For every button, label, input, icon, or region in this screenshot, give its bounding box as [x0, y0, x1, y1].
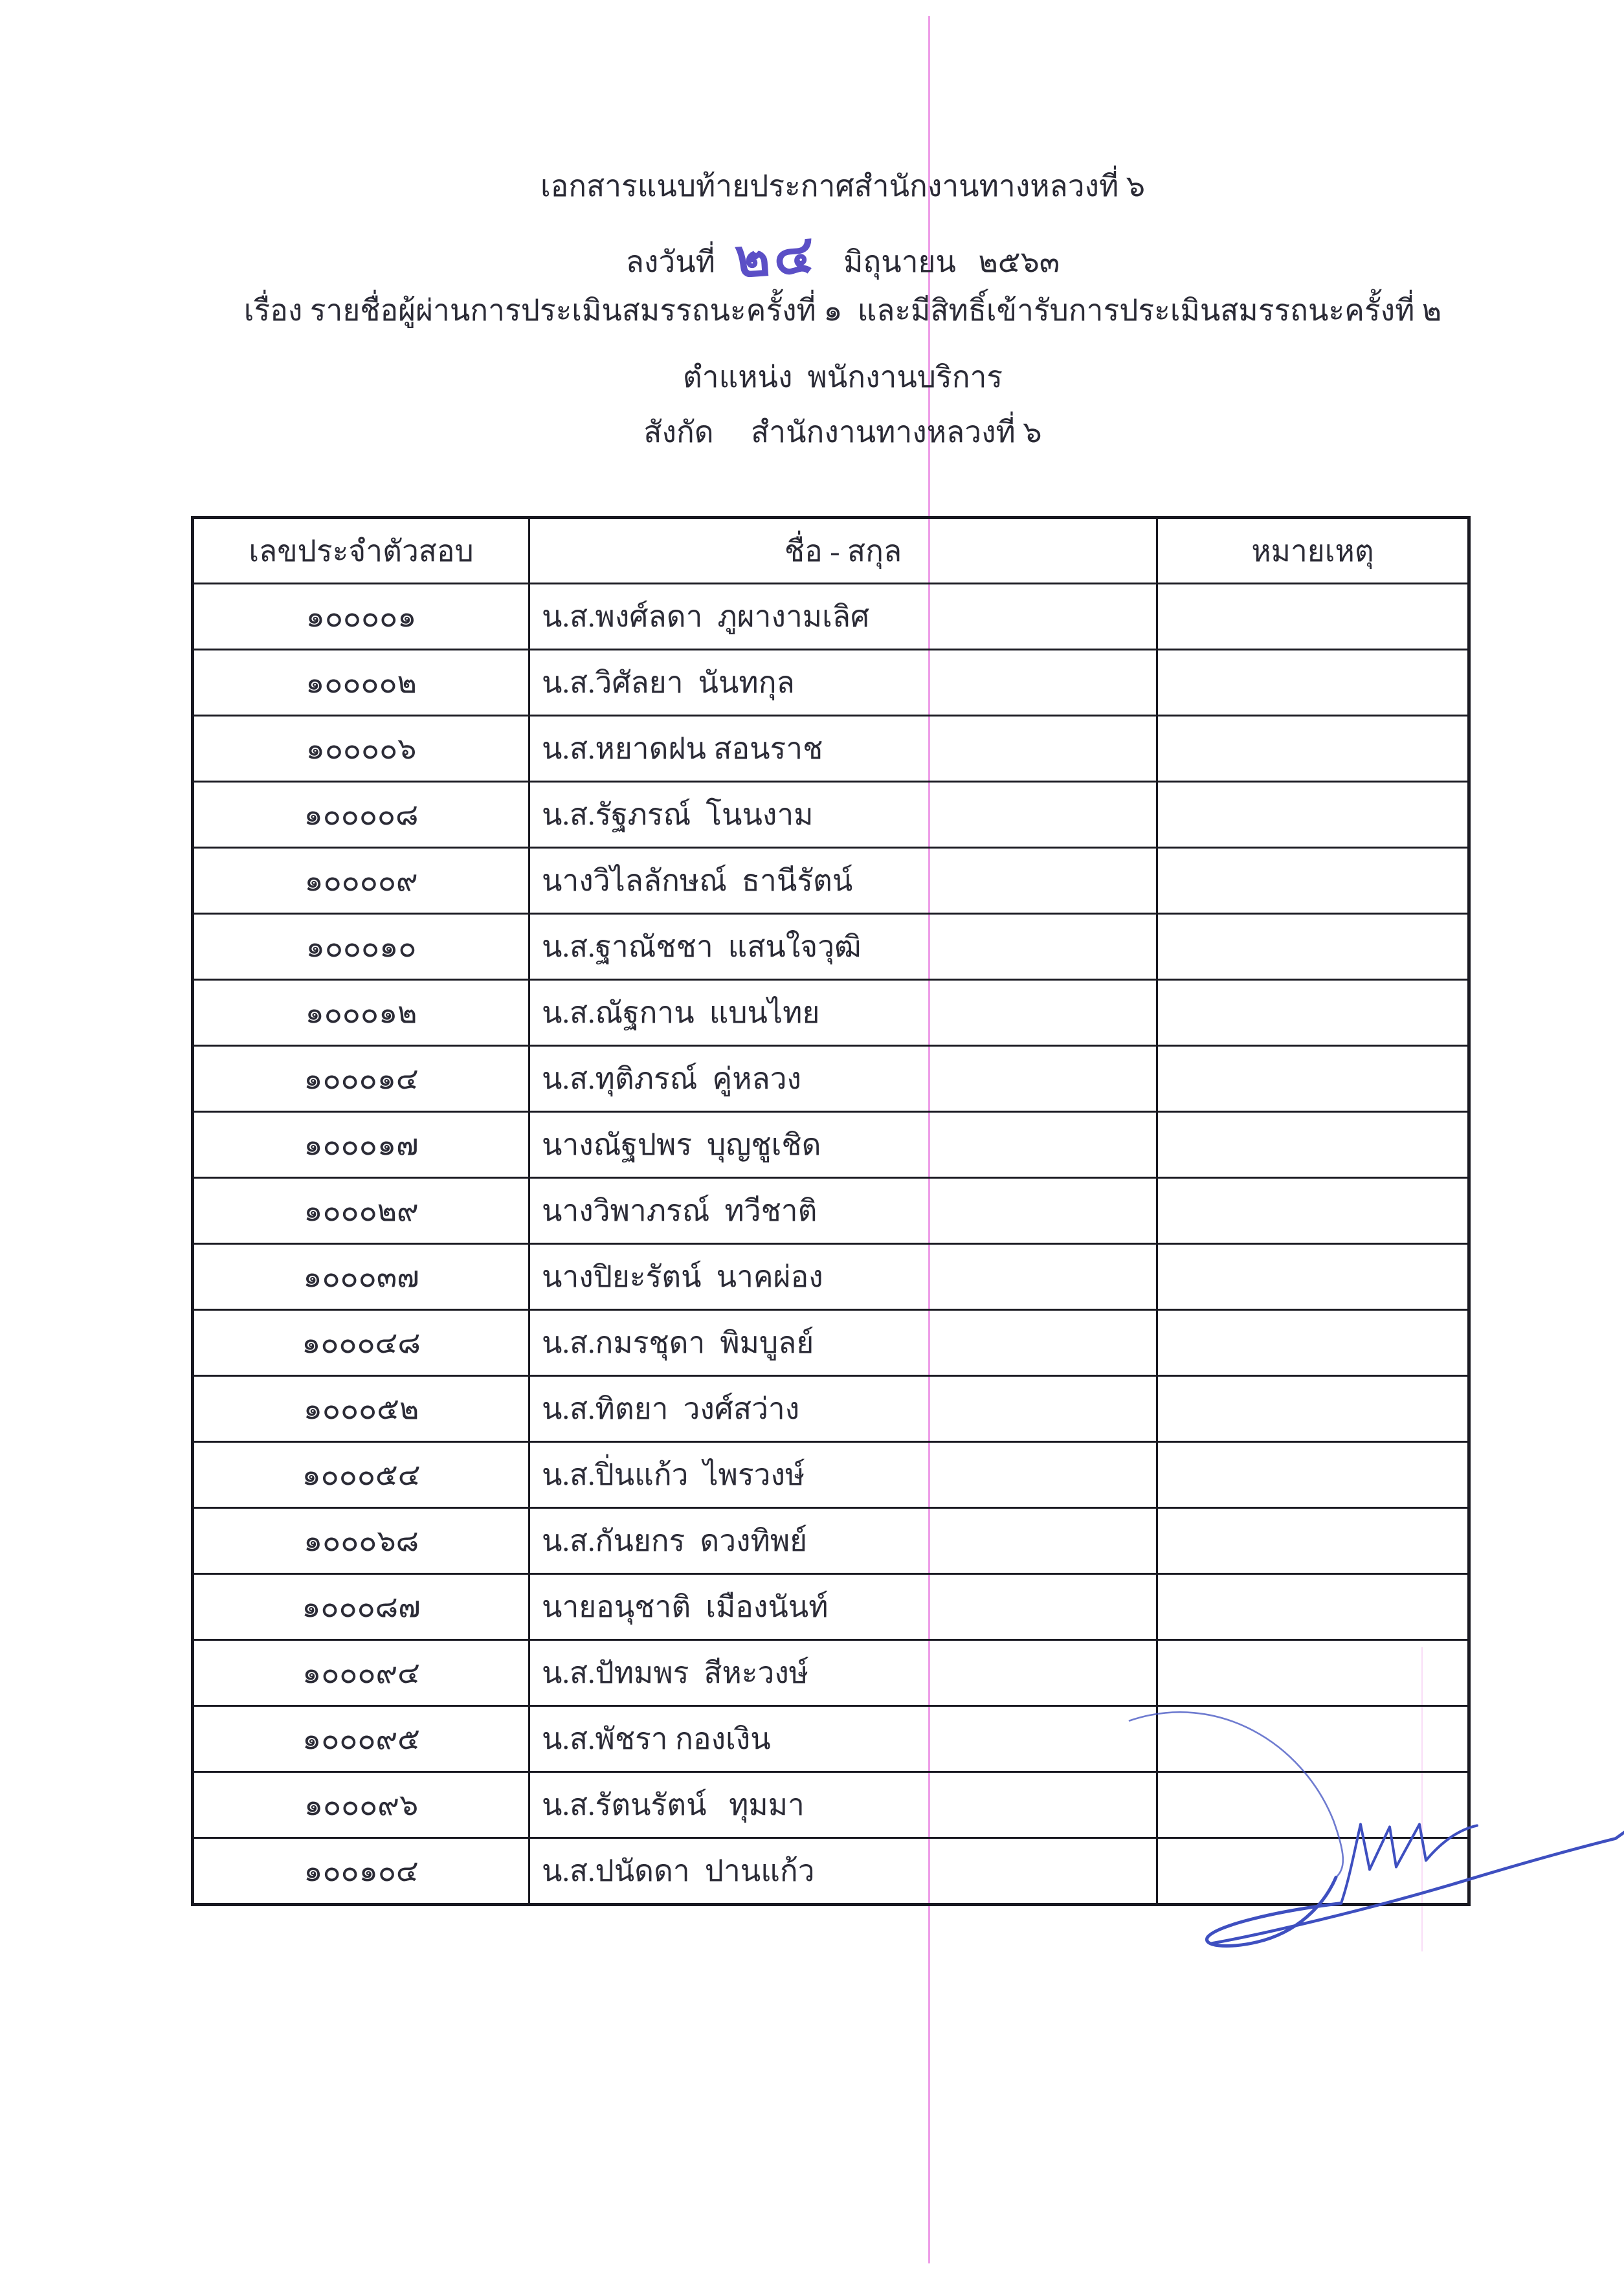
- name-cell: น.ส.ปนัดดา ปานแก้ว: [529, 1838, 1157, 1905]
- table-row: [193, 848, 1469, 914]
- remark-cell: [1157, 980, 1469, 1046]
- name-cell: นางวิไลลักษณ์ ธานีรัตน์: [529, 848, 1157, 914]
- exam-id-cell: ๑๐๐๐๓๗: [193, 1244, 529, 1310]
- remark-cell: [1157, 914, 1469, 980]
- exam-id-cell: ๑๐๐๐๒๙: [193, 1178, 529, 1244]
- header-row: [193, 518, 1469, 584]
- exam-id-cell: ๑๐๐๐๙๖: [193, 1772, 529, 1838]
- exam-id-cell: ๑๐๐๐๕๒: [193, 1376, 529, 1442]
- name-cell: นายอนุชาติ เมืองนันท์: [529, 1574, 1157, 1640]
- header-name: ชื่อ - สกุล: [529, 518, 1157, 584]
- name-cell: น.ส.พัชรา กองเงิน: [529, 1706, 1157, 1772]
- document-title: เอกสารแนบท้ายประกาศสำนักงานทางหลวงที่ ๖: [540, 170, 1146, 203]
- remark-cell: [1157, 1574, 1469, 1640]
- table-row: [193, 1508, 1469, 1574]
- date-line: [61, 224, 1624, 289]
- exam-id-cell: ๑๐๐๑๐๔: [193, 1838, 529, 1905]
- remark-cell: [1157, 1244, 1469, 1310]
- name-cell: นางณัฐปพร บุญชูเชิด: [529, 1112, 1157, 1178]
- table-row: [193, 650, 1469, 716]
- name-cell: น.ส.พงศ์ลดา ภูผางามเลิศ: [529, 584, 1157, 650]
- table-row: [193, 1178, 1469, 1244]
- exam-id-cell: ๑๐๐๐๐๒: [193, 650, 529, 716]
- signature-stroke-body: [1207, 1878, 1341, 1946]
- remark-cell: [1157, 782, 1469, 848]
- table-row: [193, 1112, 1469, 1178]
- name-cell: น.ส.ฐาณัชชา แสนใจวุฒิ: [529, 914, 1157, 980]
- remark-cell: [1157, 1376, 1469, 1442]
- signature-ink: [1062, 1682, 1624, 1963]
- table-row: [193, 980, 1469, 1046]
- exam-id-cell: ๑๐๐๐๐๖: [193, 716, 529, 782]
- name-cell: น.ส.กันยกร ดวงทิพย์: [529, 1508, 1157, 1574]
- affiliation-line: สังกัด สำนักงานทางหลวงที่ ๖: [643, 416, 1042, 449]
- subject-line: เรื่อง รายชื่อผู้ผ่านการประเมินสมรรถนะครั้งที่ ๑ และมีสิทธิ์เข้ารับการประเมินสมรรถนะครั้งที่ ๒: [243, 294, 1442, 327]
- table-row: [193, 1376, 1469, 1442]
- remark-cell: [1157, 716, 1469, 782]
- signature-stroke-loop: [1129, 1712, 1343, 1877]
- name-cell: น.ส.ทุติภรณ์ คู่หลวง: [529, 1046, 1157, 1112]
- name-cell: นางปิยะรัตน์ นาคผ่อง: [529, 1244, 1157, 1310]
- name-cell: น.ส.ปิ่นแก้ว ไพรวงษ์: [529, 1442, 1157, 1508]
- remark-cell: [1157, 1310, 1469, 1376]
- table-row: [193, 716, 1469, 782]
- name-cell: น.ส.ทิตยา วงศ์สว่าง: [529, 1376, 1157, 1442]
- signature-stroke-zigzag: [1341, 1825, 1477, 1904]
- remark-cell: [1157, 650, 1469, 716]
- exam-id-cell: ๑๐๐๐๖๘: [193, 1508, 529, 1574]
- name-cell: น.ส.รัฐภรณ์ โนนงาม: [529, 782, 1157, 848]
- exam-id-cell: ๑๐๐๐๙๔: [193, 1640, 529, 1706]
- table-row: [193, 914, 1469, 980]
- name-cell: นางวิพาภรณ์ ทวีชาติ: [529, 1178, 1157, 1244]
- remark-cell: [1157, 1112, 1469, 1178]
- exam-id-cell: ๑๐๐๐๔๘: [193, 1310, 529, 1376]
- remark-cell: [1157, 584, 1469, 650]
- name-cell: น.ส.วิศัลยา นันทกุล: [529, 650, 1157, 716]
- table-row: [193, 1310, 1469, 1376]
- remark-cell: [1157, 848, 1469, 914]
- header-remark: หมายเหตุ: [1157, 518, 1469, 584]
- table-row: [193, 1244, 1469, 1310]
- name-cell: น.ส.หยาดฝน สอนราช: [529, 716, 1157, 782]
- header-exam-id: เลขประจำตัวสอบ: [193, 518, 529, 584]
- remark-cell: [1157, 1046, 1469, 1112]
- exam-id-cell: ๑๐๐๐๑๗: [193, 1112, 529, 1178]
- name-cell: น.ส.ณัฐกาน แบนไทย: [529, 980, 1157, 1046]
- remark-cell: [1157, 1178, 1469, 1244]
- signature-stroke-underline: [1212, 1832, 1624, 1944]
- exam-id-cell: ๑๐๐๐๐๘: [193, 782, 529, 848]
- date-prefix-label: ลงวันที่: [625, 245, 715, 278]
- applicants-table-header: [193, 518, 1469, 584]
- table-row: [193, 1574, 1469, 1640]
- handwritten-day-value: ๒๔: [733, 224, 820, 289]
- table-row: [193, 782, 1469, 848]
- name-cell: น.ส.กมรชุดา พิมบูลย์: [529, 1310, 1157, 1376]
- exam-id-cell: ๑๐๐๐๐๙: [193, 848, 529, 914]
- exam-id-cell: ๑๐๐๐๕๔: [193, 1442, 529, 1508]
- remark-cell: [1157, 1442, 1469, 1508]
- exam-id-cell: ๑๐๐๐๑๔: [193, 1046, 529, 1112]
- exam-id-cell: ๑๐๐๐๐๑: [193, 584, 529, 650]
- exam-id-cell: ๑๐๐๐๑๒: [193, 980, 529, 1046]
- name-cell: น.ส.ปัทมพร สีหะวงษ์: [529, 1640, 1157, 1706]
- remark-cell: [1157, 1508, 1469, 1574]
- exam-id-cell: ๑๐๐๐๙๕: [193, 1706, 529, 1772]
- position-line: ตำแหน่ง พนักงานบริการ: [682, 361, 1003, 394]
- table-row: [193, 584, 1469, 650]
- table-row: [193, 1046, 1469, 1112]
- table-row: [193, 1442, 1469, 1508]
- exam-id-cell: ๑๐๐๐๑๐: [193, 914, 529, 980]
- date-month-year-label: มิถุนายน ๒๕๖๓: [843, 245, 1060, 278]
- name-cell: น.ส.รัตนรัตน์ ทุมมา: [529, 1772, 1157, 1838]
- exam-id-cell: ๑๐๐๐๘๗: [193, 1574, 529, 1640]
